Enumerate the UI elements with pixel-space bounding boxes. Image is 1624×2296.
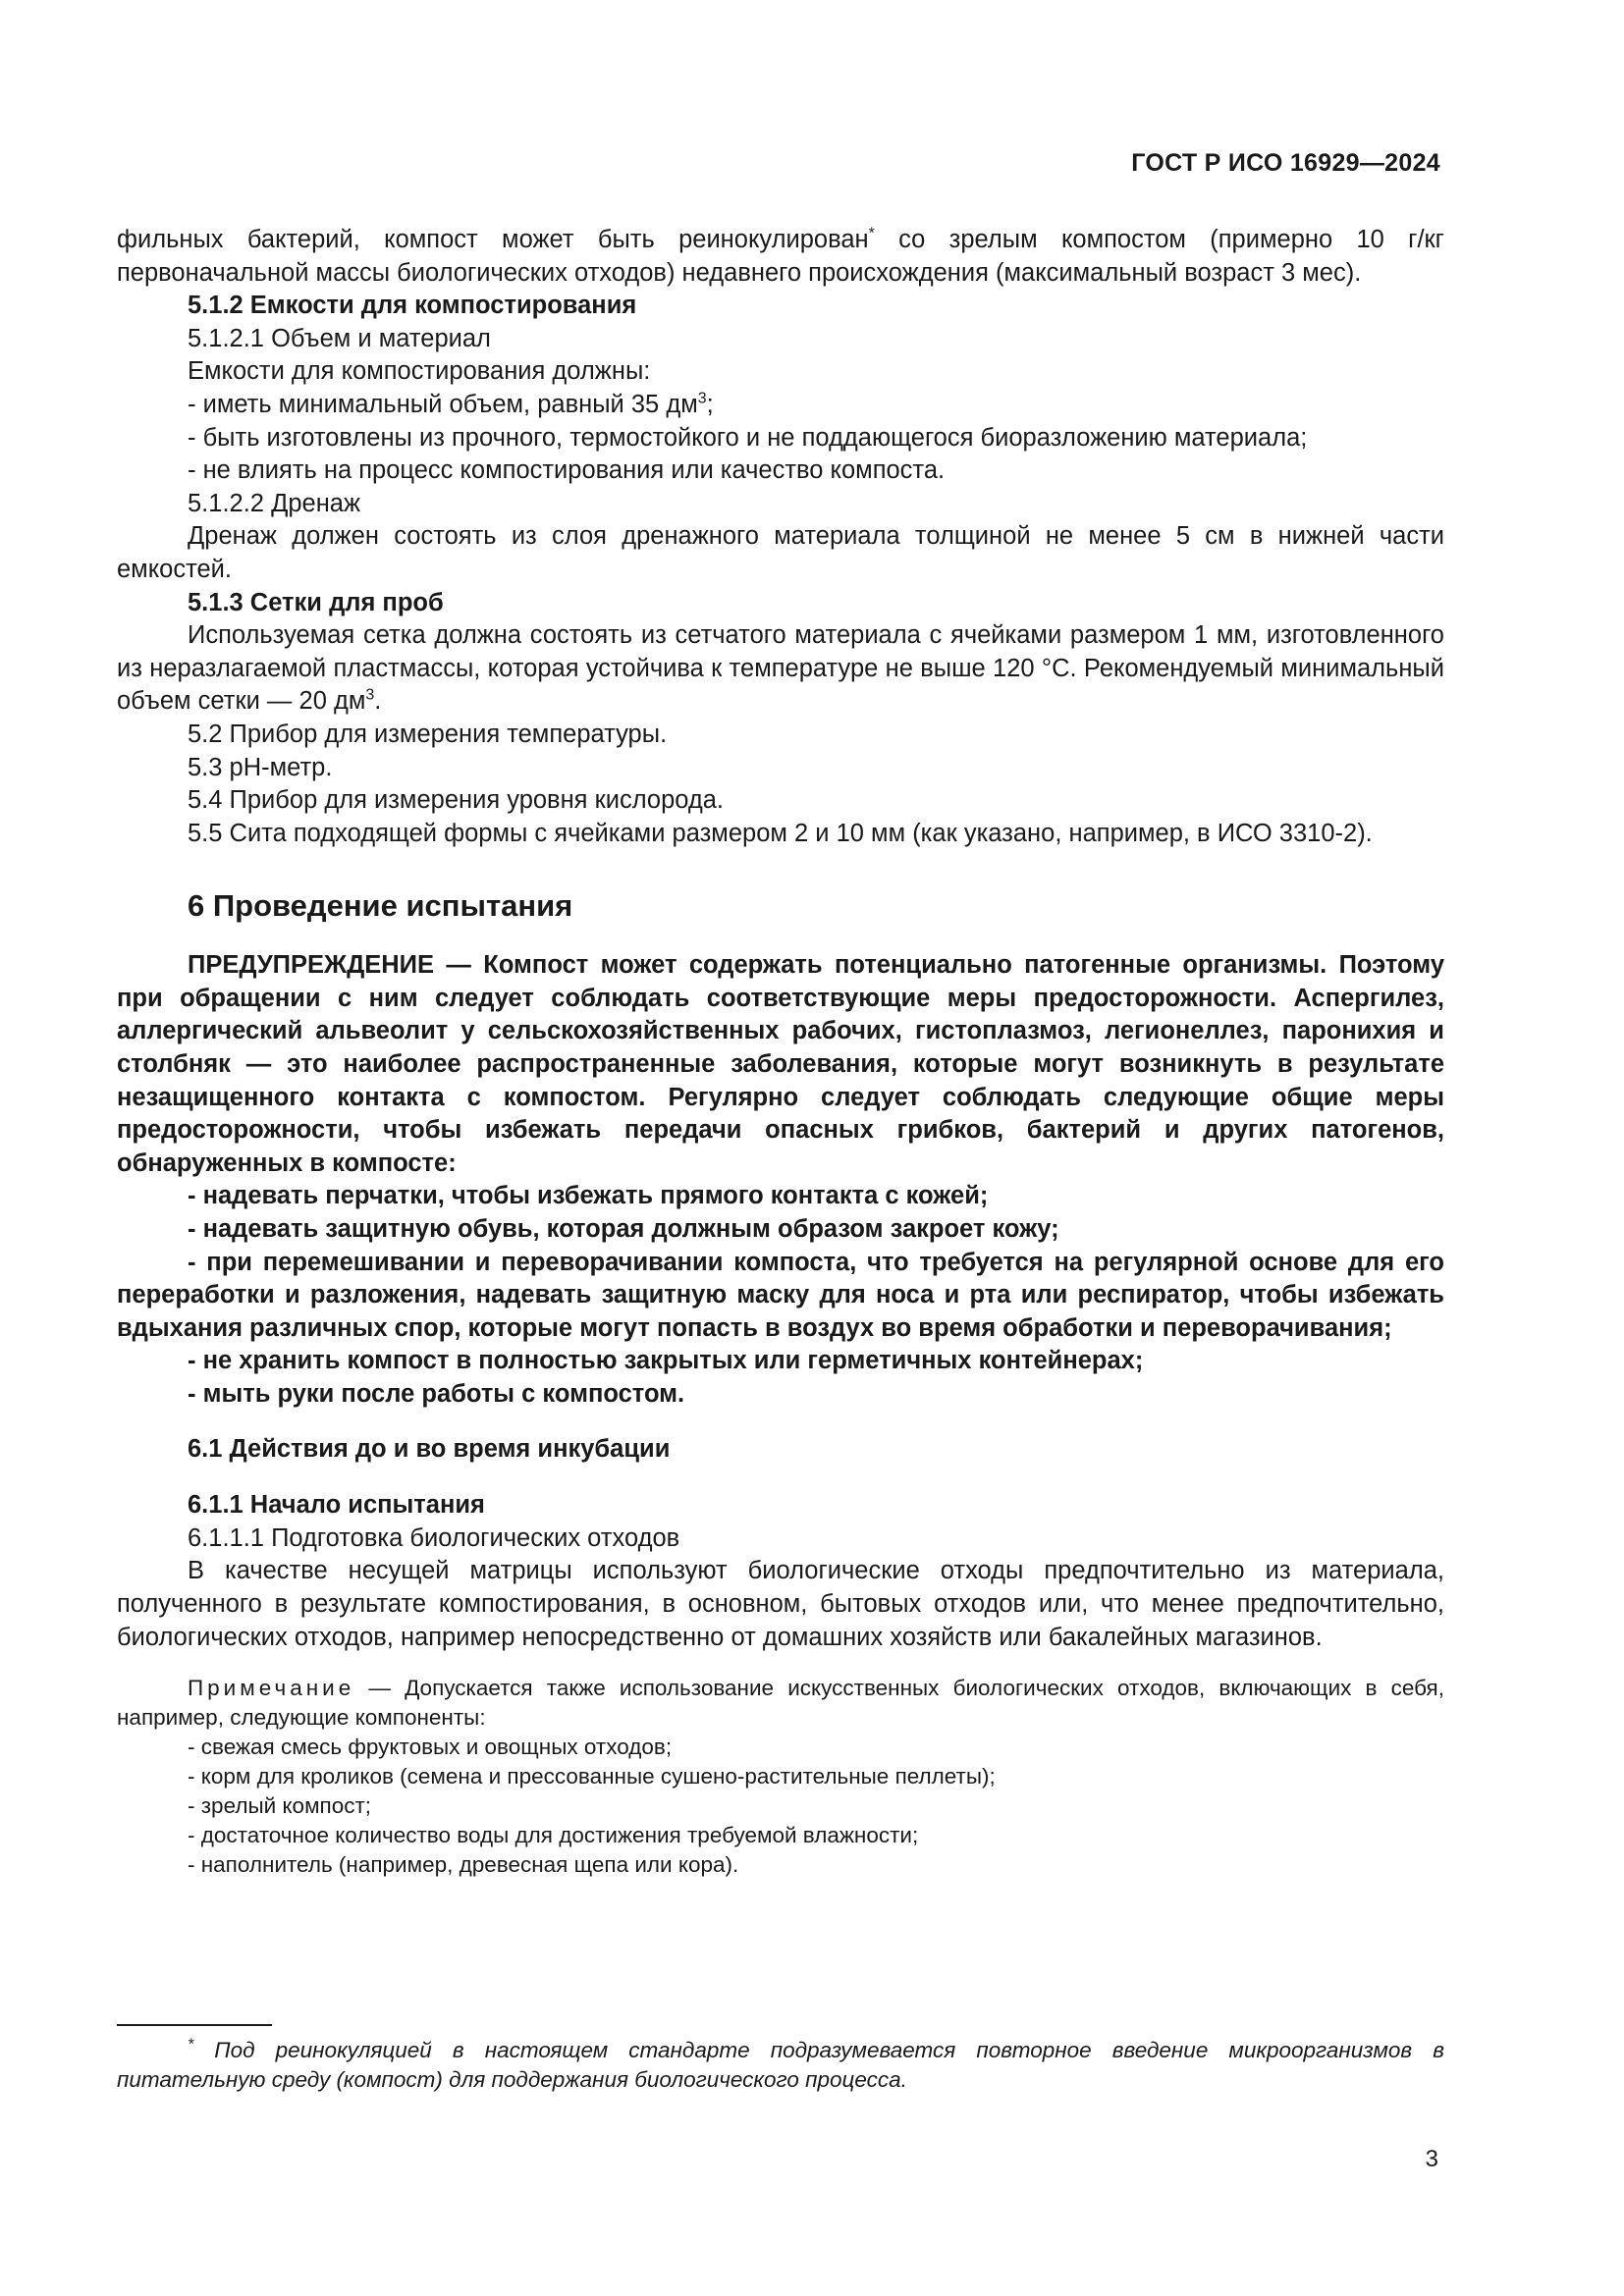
note-paragraph: [117, 1674, 1444, 1733]
note-list-item: - корм для кроликов (семена и прессованные сушено-растительные пеллеты);: [188, 1764, 996, 1789]
warning-list-item: - не хранить компост в полностью закрытых или герметичных контейнерах;: [188, 1347, 1144, 1375]
footnote-body: Под реинокуляцией в настоящем стандарте подразумевается повторное введение микроорганизмов в питательную среду (компост) для поддержания биологического процесса.: [117, 2038, 1444, 2092]
footnote-divider: [117, 2024, 272, 2026]
warning-list-item: - при перемешивании и переворачивании компоста, что требуется на регулярной основе для его переработки и разложения, надевать защитную маску для носа и рта или респиратор, чтобы избежать вдыхания различных спор, которые могут попасть в воздух во время обработки и переворачивания;: [117, 1248, 1444, 1342]
clause-item: 5.2 Прибор для измерения температуры.: [188, 720, 668, 748]
warning-list-item: - мыть руки после работы с компостом.: [188, 1380, 685, 1408]
warning-paragraph: ПРЕДУПРЕЖДЕНИЕ — Компост может содержать потенциально патогенные организмы. Поэтому при обращении с ним следует соблюдать соответствующие меры предосторожности. Аспергилез, аллергический альвеолит у сельскохозяйственных рабочих, гистоплазмоз, легионеллез, паронихия и столбняк — это наиболее распространенные заболевания, которые могут возникнуть в результате незащищенного контакта с компостом. Регулярно следует соблюдать следующие общие меры предосторожности, чтобы избежать передачи опасных грибков, бактерий и других патогенов, обнаруженных в компосте:: [117, 951, 1444, 1177]
note-list-item: - достаточное количество воды для достижения требуемой влажности;: [188, 1823, 919, 1848]
paragraph: Емкости для компостирования должны:: [188, 357, 651, 386]
clause-heading: 6.1.1.1 Подготовка биологических отходов: [188, 1523, 680, 1552]
clause-heading: 5.1.2.2 Дренаж: [188, 489, 361, 517]
paragraph-text: фильных бактерий, компост может быть реинокулирован: [117, 226, 869, 253]
superscript: 3: [365, 686, 375, 704]
note-label: Примечание: [188, 1676, 355, 1701]
subsection-heading: 5.1.2 Емкости для компостирования: [188, 292, 637, 320]
clause-item: 5.5 Сита подходящей формы с ячейками размером 2 и 10 мм (как указано, например, в ИСО 3310-2).: [188, 819, 1373, 847]
warning-list-item: - надевать защитную обувь, которая должным образом закроет кожу;: [188, 1215, 1059, 1244]
continued-paragraph: [117, 224, 1444, 290]
footnote-text: [117, 2036, 1444, 2095]
clause-item: 5.4 Прибор для измерения уровня кислорода.: [188, 786, 725, 815]
note-text: Допускается также использование искусственных биологических отходов, включающих в себя, например, следующие компоненты:: [117, 1676, 1444, 1731]
note-list-item: - зрелый компост;: [188, 1793, 372, 1819]
list-item: [117, 389, 1444, 422]
subsection-heading: 6.1 Действия до и во время инкубации: [188, 1434, 671, 1463]
clause-heading: 5.1.2.1 Объем и материал: [188, 324, 491, 352]
clause-item: 5.3 pH-метр.: [188, 753, 333, 781]
footnote: [117, 2024, 1444, 2095]
document-body: [117, 224, 1444, 1880]
note-block: [117, 1674, 1444, 1880]
note-list-item: - наполнитель (например, древесная щепа или кора).: [188, 1852, 739, 1878]
footnote-marker: *: [868, 225, 875, 242]
subsection-heading: 5.1.3 Сетки для проб: [188, 588, 444, 616]
warning-list-item: - надевать перчатки, чтобы избежать прямого контакта с кожей;: [188, 1182, 989, 1210]
subsection-heading: 6.1.1 Начало испытания: [188, 1491, 485, 1520]
standard-code-header: ГОСТ Р ИСО 16929—2024: [1131, 149, 1440, 177]
paragraph: Дренаж должен состоять из слоя дренажного материала толщиной не менее 5 см в нижней части емкостей.: [117, 522, 1444, 583]
footnote-marker: *: [188, 2036, 194, 2054]
paragraph-text: со зрелым компостом (примерно 10 г/кг первоначальной массы биологических отходов) недавнего происхождения (максимальный возраст 3 мес).: [117, 226, 1444, 287]
paragraph: [117, 619, 1444, 719]
superscript: 3: [697, 390, 707, 407]
section-heading: 6 Проведение испытания: [188, 888, 573, 924]
note-list-item: - свежая смесь фруктовых и овощных отходов;: [188, 1735, 673, 1760]
paragraph-text: Используемая сетка должна состоять из сетчатого материала с ячейками размером 1 мм, изготовленного из неразлагаемой пластмассы, которая устойчива к температуре не выше 120 °С. Рекомендуемый минимальный объем сетки — 20 дм: [117, 621, 1444, 716]
list-item: - не влиять на процесс компостирования или качество компоста.: [188, 456, 946, 485]
paragraph-text: .: [374, 687, 382, 716]
list-item-text: ;: [706, 390, 714, 418]
note-dash: —: [354, 1676, 406, 1701]
list-item-text: - иметь минимальный объем, равный 35 дм: [188, 390, 698, 418]
list-item: - быть изготовлены из прочного, термостойкого и не поддающегося биоразложению материала;: [188, 423, 1308, 452]
paragraph: В качестве несущей матрицы используют биологические отходы предпочтительно из материала, полученного в результате компостирования, в основном, бытовых отходов или, что менее предпочтительно, биологических отходов, например непосредственно от домашних хозяйств или бакалейных магазинов.: [117, 1557, 1444, 1651]
page-number: 3: [1425, 2146, 1438, 2172]
